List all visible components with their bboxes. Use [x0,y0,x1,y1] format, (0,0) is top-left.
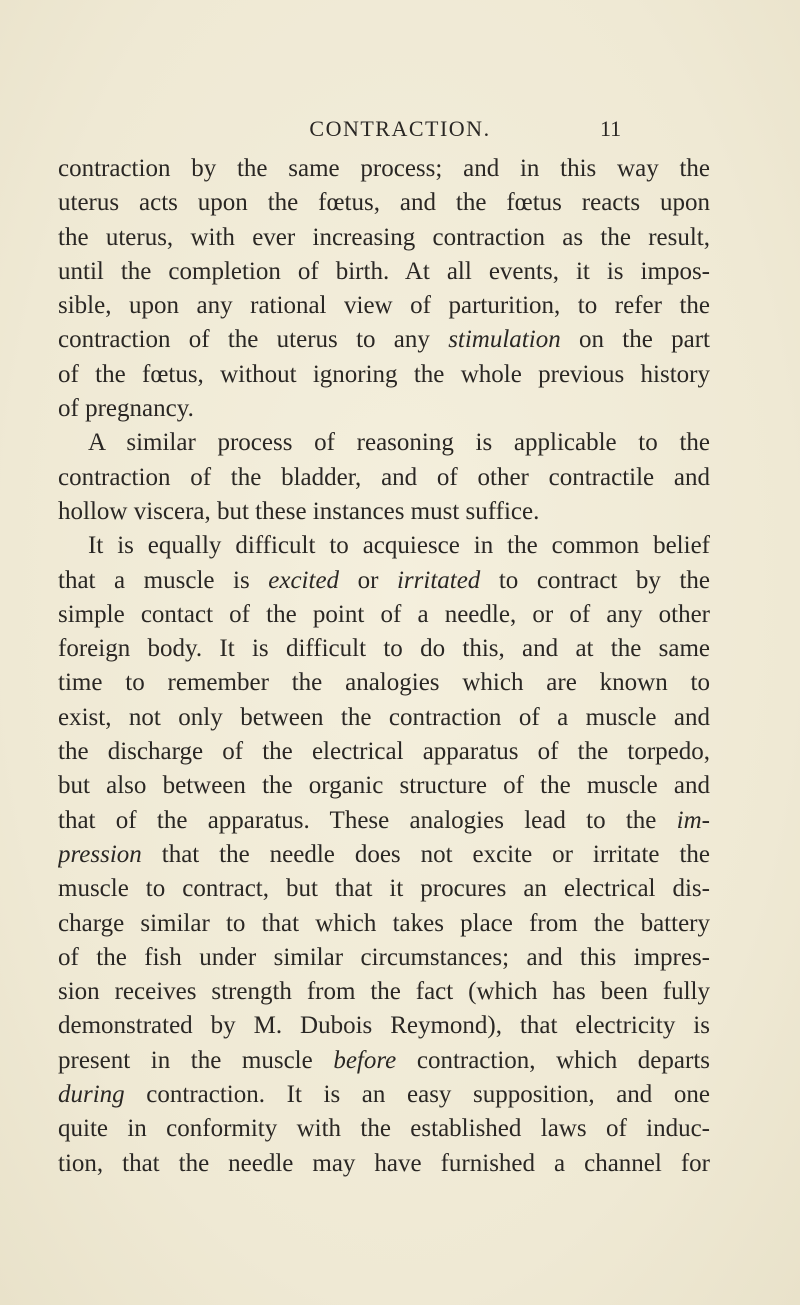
italic-term: before [333,1046,397,1074]
text-line: present in the muscle before contraction, which departs [58,1046,710,1074]
text-line: contraction by the same process; and in this way the [58,155,710,182]
text-line: hollow viscera, but these instances must suffice. [58,497,540,525]
text-line: exist, not only between the contraction of a muscle and [58,703,710,731]
text-line: the uterus, with ever increasing contraction as the result, [58,223,710,251]
text-line: sion receives strength from the fact (which has been fully [58,978,710,1006]
italic-term: irritated [396,566,481,594]
text-line: that a muscle is excited or irritated to contract by the [58,566,710,594]
italic-term: excited [268,566,340,594]
text-line: of the fish under similar circumstances; and this impres- [58,943,710,971]
text-line: demonstrated by M. Dubois Reymond), that electricity is [58,1012,710,1040]
italic-term: stimulation [448,326,561,354]
text-line: muscle to contract, but that it procures an electrical dis- [58,875,710,903]
body-text [58,152,710,1181]
text-line: the discharge of the electrical apparatus of the torpedo, [58,738,710,766]
text-line: pression that the needle does not excite or irritate the [58,840,710,868]
text-line: of the fœtus, without ignoring the whole previous history [58,360,710,388]
text-line: uterus acts upon the fœtus, and the fœtus reacts upon [58,189,710,217]
text-line: time to remember the analogies which are known to [58,669,710,697]
page-number: 11 [600,116,622,141]
text-line: A similar process of reasoning is applicable to the [88,429,710,457]
text-line: tion, that the needle may have furnished a channel for [58,1149,710,1177]
text-line: contraction of the bladder, and of other contractile and [58,463,710,491]
text-line: during contraction. It is an easy supposition, and one [58,1081,710,1109]
italic-term: pression [58,840,142,868]
italic-term: im- [676,806,710,834]
text-line: simple contact of the point of a needle, or of any other [58,600,710,628]
text-line: of pregnancy. [58,395,194,423]
text-line: sible, upon any rational view of parturition, to refer the [58,292,710,320]
running-head: CONTRACTION. [309,116,491,141]
text-line: foreign body. It is difficult to do this, and at the same [58,635,710,663]
text-line: charge similar to that which takes place from the battery [58,909,710,937]
text-line: until the completion of birth. At all events, it is impos- [58,257,710,285]
text-line: quite in conformity with the established laws of induc- [58,1115,710,1143]
text-line: It is equally difficult to acquiesce in the common belief [88,532,710,560]
page-header [0,112,800,142]
text-line: contraction of the uterus to any stimulation on the part [58,326,710,354]
italic-term: during [58,1081,125,1109]
text-line: that of the apparatus. These analogies lead to the im- [58,806,710,834]
text-line: but also between the organic structure of the muscle and [58,772,710,800]
